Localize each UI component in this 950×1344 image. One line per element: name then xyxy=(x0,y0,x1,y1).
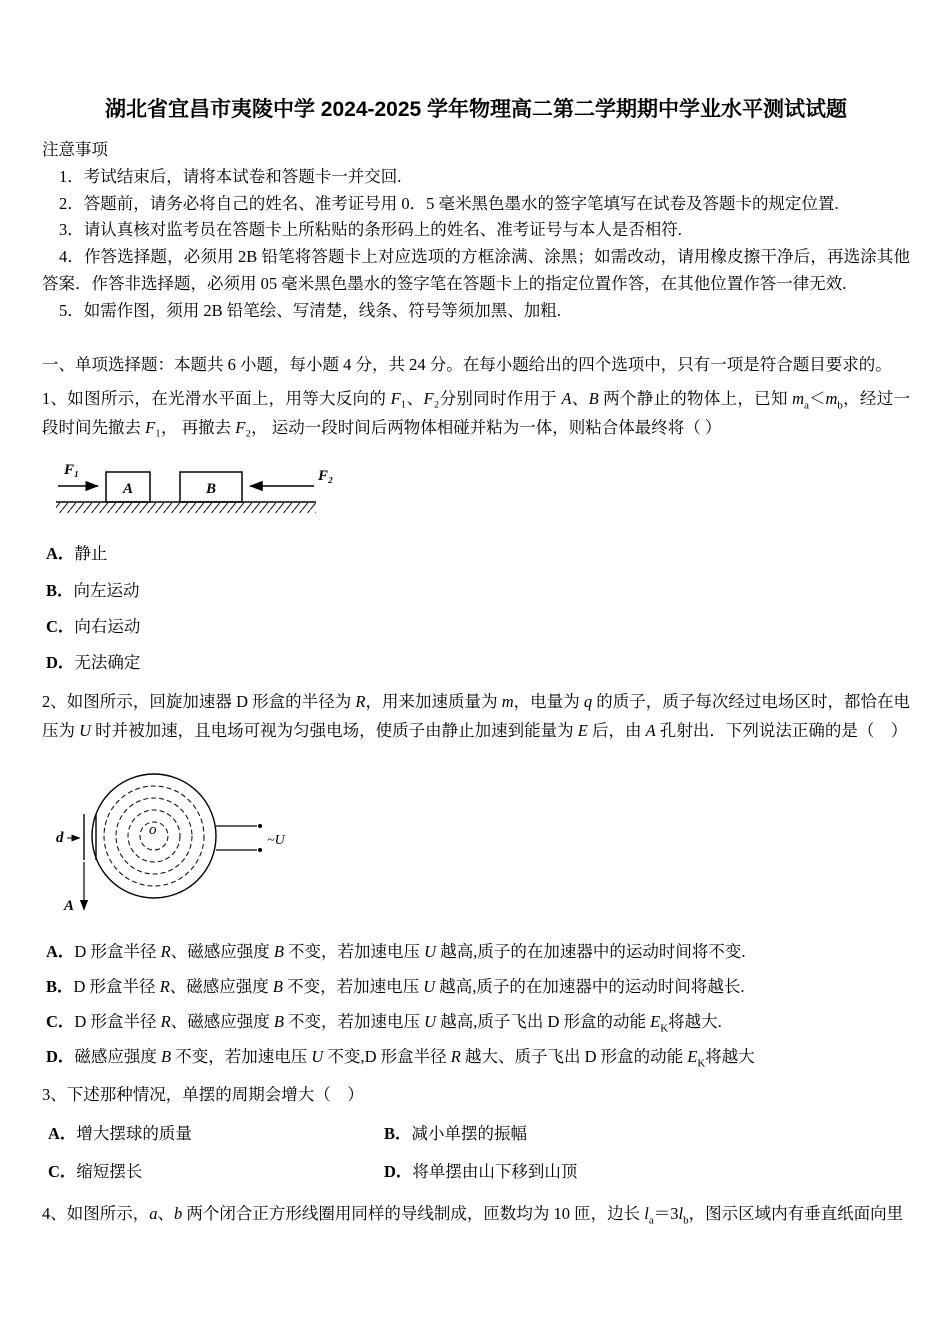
question-3 xyxy=(42,1080,910,1184)
option-text: D 形盒半径 R、磁感应强度 B 不变，若加速电压 U 越高,质子飞出 D 形盒的动能 $E_K$将越大. xyxy=(74,1011,722,1034)
question-1-option-a xyxy=(46,542,910,565)
question-1 xyxy=(42,384,910,674)
notice-item-1: 1．考试结束后，请将本试卷和答题卡一并交回. xyxy=(59,167,402,187)
force-f1-label: F₁ xyxy=(64,462,80,479)
block-b-label: B xyxy=(205,481,217,498)
center-o-label: o xyxy=(149,821,157,838)
question-3-options xyxy=(48,1122,910,1183)
question-1-text: 1、如图所示，在光滑水平面上，用等大反向的 F₁、F₂分别同时作用于 A、B 两个静止的物体上，已知 $m_a<m_b$，经过一段时间先撤去 F₁， 再撤去 F₂， 运动一段时间后两物体相碰并粘为一体，则粘合体最终将（ ） xyxy=(42,388,910,438)
block-a-label: A xyxy=(122,481,134,498)
question-3-option-a xyxy=(48,1122,384,1145)
option-text: 静止 xyxy=(74,544,108,564)
notice-item-4: 4．作答选择题，必须用 2B 铅笔将答题卡上对应选项的方框涂满、涂黑；如需改动，请用橡皮擦干净后，再选涂其他答案．作答非选择题，必须用 05 毫米黑色墨水的签字笔在答题卡上的指定位置作答，在其他位置作答一律无效. xyxy=(42,247,910,293)
option-text: D 形盒半径 R、磁感应强度 B 不变，若加速电压 U 越高,质子的在加速器中的运动时间将越长. xyxy=(73,976,745,996)
notice-item-5: 5．如需作图，须用 2B 铅笔绘、写清楚，线条、符号等须加黑、加粗. xyxy=(59,300,561,320)
question-1-option-c xyxy=(46,615,910,638)
notice-item-2: 2．答题前，请务必将自己的姓名、准考证号用 0．5 毫米黑色墨水的签字笔填写在试卷及答题卡的规定位置. xyxy=(59,193,839,213)
question-2-option-c xyxy=(46,1010,910,1033)
question-2-text: 2、如图所示，回旋加速器 D 形盒的半径为 R，用来加速质量为 m，电量为 q 的质子，质子每次经过电场区时，都恰在电压为 U 时并被加速，且电场可视为匀强电场，使质子由静止加速到能量为 E 后，由 A 孔射出．下列说法正确的是（ ） xyxy=(42,691,911,741)
option-letter: D． xyxy=(46,652,75,672)
question-3-option-c xyxy=(48,1160,384,1183)
question-4 xyxy=(42,1199,910,1228)
question-1-option-d xyxy=(46,651,910,674)
option-letter: D． xyxy=(46,1046,75,1066)
question-1-figure xyxy=(54,450,910,528)
question-2-option-b xyxy=(46,975,910,998)
cyclotron-figure-svg xyxy=(54,754,306,926)
option-letter: C． xyxy=(46,1011,75,1031)
notice-item-3: 3．请认真核对监考员在答题卡上所粘贴的条形码上的姓名、准考证号与本人是否相符. xyxy=(59,220,682,240)
option-text: 增大摆球的质量 xyxy=(76,1124,192,1144)
question-2 xyxy=(42,687,910,1068)
option-text: 缩短摆长 xyxy=(76,1162,143,1182)
question-3-text: 3、下述那种情况，单摆的周期会增大（ ） xyxy=(42,1084,364,1104)
question-1-option-b xyxy=(46,579,910,602)
option-letter: D． xyxy=(384,1162,413,1182)
option-letter: A． xyxy=(46,941,75,961)
terminal-top xyxy=(258,824,262,828)
option-text: D 形盒半径 R、磁感应强度 B 不变，若加速电压 U 越高,质子的在加速器中的运动时间将不变. xyxy=(74,941,746,961)
option-text: 向左运动 xyxy=(73,580,140,600)
option-text: 向右运动 xyxy=(74,616,141,636)
question-2-option-d xyxy=(46,1045,910,1068)
option-letter: A． xyxy=(48,1124,77,1144)
ground-hatching xyxy=(56,503,316,513)
option-letter: A． xyxy=(46,544,75,564)
question-3-option-d xyxy=(384,1160,910,1183)
page-title: 湖北省宜昌市夷陵中学 2024-2025 学年物理高二第二学期期中学业水平测试试题 xyxy=(104,98,848,121)
question-1-options xyxy=(46,542,910,673)
option-text: 减小单摆的振幅 xyxy=(411,1124,528,1144)
question-2-options xyxy=(46,940,910,1068)
question-3-option-b xyxy=(384,1122,910,1145)
question-2-figure xyxy=(54,754,910,926)
notice-section xyxy=(42,137,910,324)
option-text: 将单摆由山下移到山顶 xyxy=(412,1162,578,1182)
gap-d-label: d xyxy=(56,829,64,846)
section-1-header: 一、单项选择题：本题共 6 小题，每小题 4 分，共 24 分。在每小题给出的四个选项中，只有一项是符合题目要求的。 xyxy=(42,355,892,375)
option-text: 无法确定 xyxy=(74,652,141,672)
option-letter: B． xyxy=(46,580,74,600)
question-2-option-a xyxy=(46,940,910,963)
ac-source-label: ~U xyxy=(267,832,285,848)
blocks-forces-figure-svg xyxy=(54,450,354,528)
question-4-text: 4、如图所示，a、b 两个闭合正方形线圈用同样的导线制成，匝数均为 10 匝，边长 $l_a=3l_b$，图示区域内有垂直纸面向里 xyxy=(42,1204,904,1227)
option-letter: C． xyxy=(48,1162,77,1182)
option-text: 磁感应强度 B 不变，若加速电压 U 不变,D 形盒半径 R 越大、质子飞出 D 形盒的动能 $E_K$将越大 xyxy=(74,1046,755,1070)
option-letter: B． xyxy=(384,1124,412,1144)
option-letter: C． xyxy=(46,616,75,636)
exit-a-label: A xyxy=(64,897,75,914)
notice-header: 注意事项 xyxy=(42,140,108,160)
terminal-bottom xyxy=(258,848,262,852)
option-letter: B． xyxy=(46,976,74,996)
force-f2-label: F₂ xyxy=(318,468,334,485)
